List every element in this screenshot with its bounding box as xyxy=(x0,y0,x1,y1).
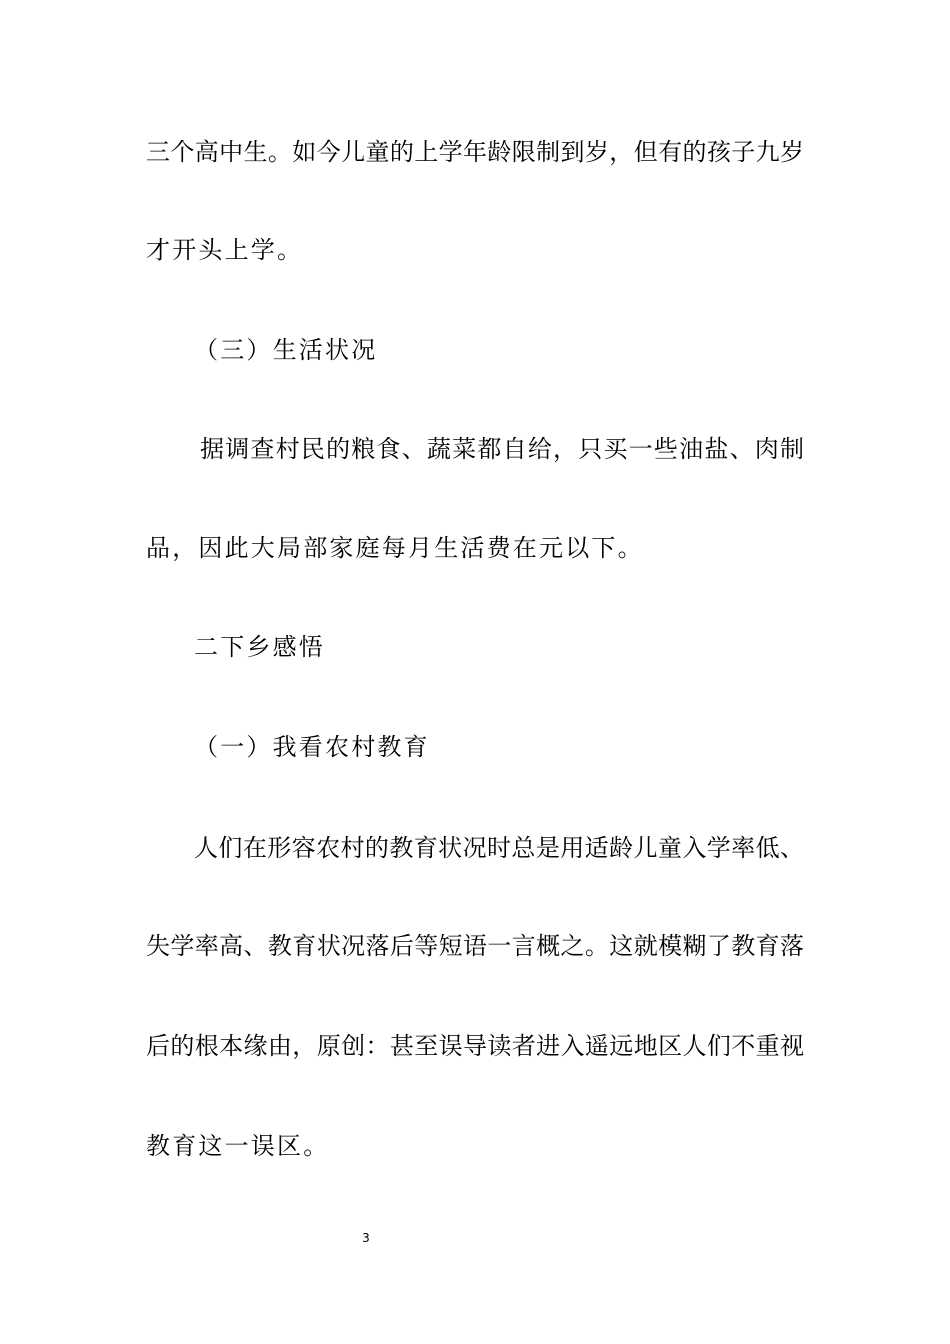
paragraph-line-7: 后的根本缘由，原创：甚至误导读者进入遥远地区人们不重视 xyxy=(146,1032,804,1060)
paragraph-line-8: 教育这一误区。 xyxy=(146,1132,330,1160)
paragraph-line-3: 据调查村民的粮食、蔬菜都自给，只买一些油盐、肉制 xyxy=(200,435,804,463)
paragraph-line-5: 人们在形容农村的教育状况时总是用适龄儿童入学率低、 xyxy=(194,834,804,862)
paragraph-line-2: 才开头上学。 xyxy=(146,236,304,264)
page-number: 3 xyxy=(362,1231,370,1245)
section-heading-rural-education: （一）我看农村教育 xyxy=(194,733,430,761)
paragraph-line-6: 失学率高、教育状况落后等短语一言概之。这就模糊了教育落 xyxy=(146,932,804,960)
paragraph-line-4: 品，因此大局部家庭每月生活费在元以下。 xyxy=(146,534,644,562)
chapter-heading-reflections: 二下乡感悟 xyxy=(194,633,325,661)
paragraph-line-1: 三个高中生。如今儿童的上学年龄限制到岁，但有的孩子九岁 xyxy=(146,138,804,166)
section-heading-living-conditions: （三）生活状况 xyxy=(194,336,378,364)
